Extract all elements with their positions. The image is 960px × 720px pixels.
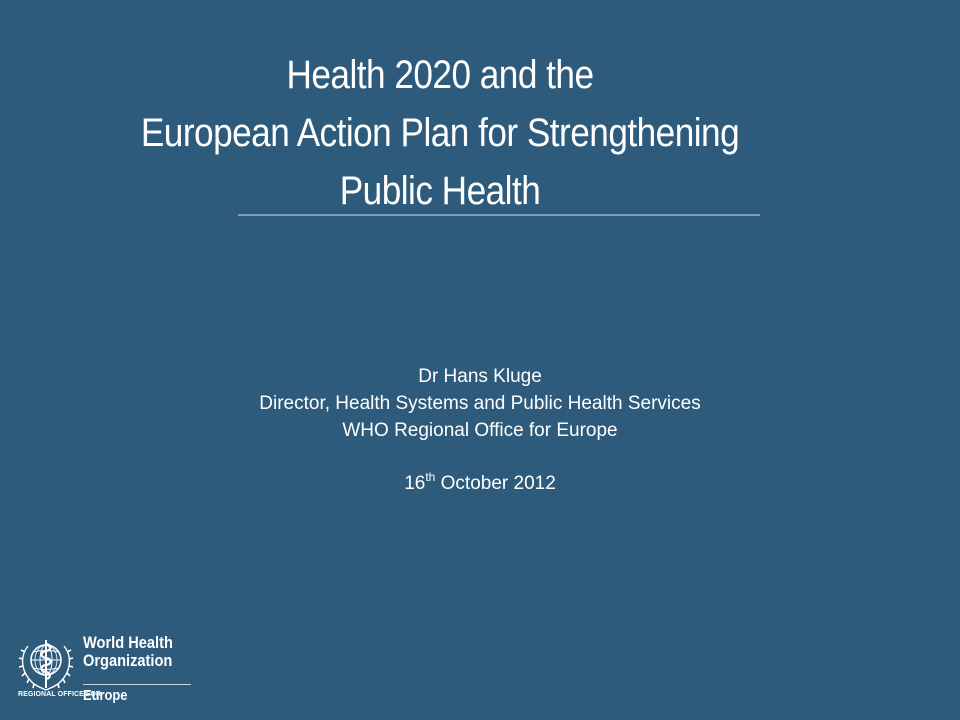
logo-line-2: Organization bbox=[83, 651, 173, 670]
slide-title bbox=[0, 46, 880, 220]
title-line-1: Health 2020 and the bbox=[286, 53, 594, 97]
who-europe-logo bbox=[14, 632, 194, 712]
logo-line-1: World Health bbox=[83, 633, 173, 652]
title-line-2: European Action Plan for Strengthening bbox=[140, 111, 740, 155]
date-month-year: October 2012 bbox=[435, 473, 556, 494]
title-line-3: Public Health bbox=[339, 169, 541, 213]
presenter-block bbox=[0, 363, 960, 497]
logo-region-label: REGIONAL OFFICE FOR bbox=[18, 691, 102, 698]
date-suffix: th bbox=[425, 470, 436, 484]
presenter-name: Dr Hans Kluge bbox=[418, 366, 542, 387]
presenter-position: Director, Health Systems and Public Health Services bbox=[259, 393, 701, 414]
date-day: 16 bbox=[404, 473, 426, 494]
logo-divider bbox=[83, 684, 191, 685]
title-divider bbox=[238, 214, 760, 216]
presenter-organization: WHO Regional Office for Europe bbox=[342, 420, 618, 441]
logo-wordmark bbox=[83, 634, 186, 670]
logo-region-name: Europe bbox=[83, 687, 128, 704]
presentation-date bbox=[0, 470, 960, 497]
